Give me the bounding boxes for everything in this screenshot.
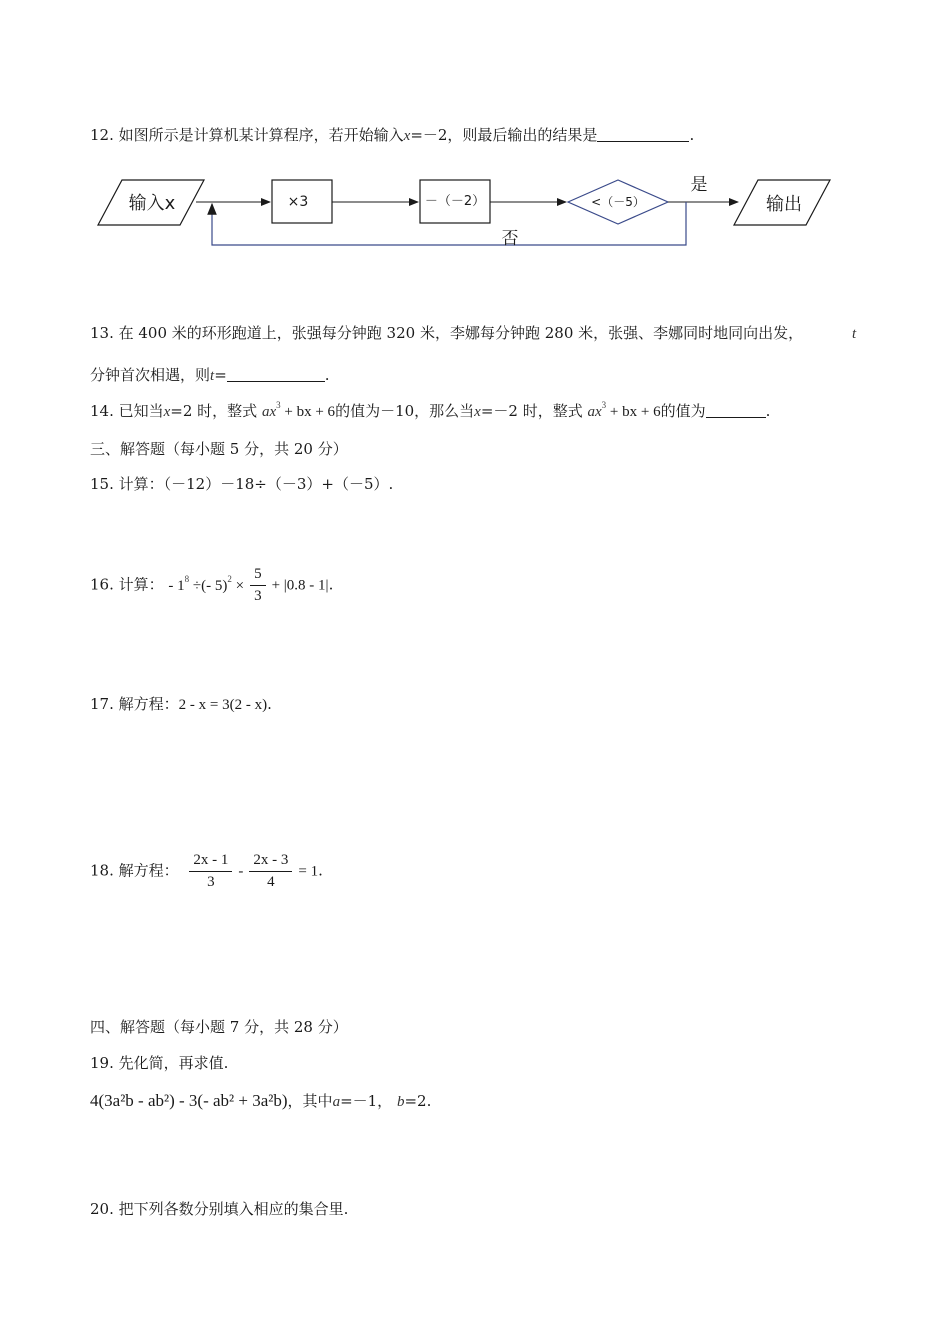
question-13-line1: 13. 在 400 米的环形跑道上，张强每分钟跑 320 米，李娜每分钟跑 280 米，张强、李娜同时地同向出发， [90, 324, 804, 342]
no-label: 否 [501, 229, 519, 249]
fraction-1: $\frac{2x - 1}{3}$ [189, 852, 232, 891]
multiply-label: ×3 [287, 194, 309, 210]
section-4-heading: 四、解答题（每小题 7 分，共 28 分） [90, 1018, 348, 1036]
compare-label: <（－5） [591, 195, 645, 209]
fraction-5-3: $\frac{5}{3}$ [250, 566, 266, 605]
question-15: 15. 计算：（－12）－18÷（－3）+（－5）. [90, 475, 394, 493]
question-13-line2: 分钟首次相遇，则t= . [90, 366, 330, 384]
fraction-2: $\frac{2x - 3}{4}$ [249, 852, 292, 891]
question-14: 14. 已知当x=2 时，整式 $ax^3$ + bx + 6的值为－10，那么当x=－2 时，整式 $ax^3$ + bx + 6的值为 . [90, 400, 771, 420]
question-19-title: 19. 先化简，再求值. [90, 1054, 229, 1072]
question-19-expression: 4(3a²b - ab²) - 3(- ab² + 3a²b)，其中a=－1， b=2. [90, 1091, 432, 1110]
answer-blank-12[interactable] [597, 127, 689, 142]
output-label: 输出 [766, 194, 802, 215]
var-t: t [852, 326, 857, 342]
section-3-heading: 三、解答题（每小题 5 分，共 20 分） [90, 440, 348, 458]
subtract-label: －（－2） [424, 194, 486, 209]
yes-label: 是 [690, 175, 708, 195]
answer-blank-13[interactable] [227, 367, 325, 382]
question-17: 17. 解方程：2 - x = 3(2 - x). [90, 695, 272, 713]
flowchart [0, 168, 950, 258]
answer-blank-14[interactable] [706, 403, 766, 418]
question-18: 18. 解方程： $\frac{2x - 1}{3}$ - $\frac{2x - 3}{4}$ = 1. [90, 852, 323, 890]
question-16: 16. 计算： - $1^8$ ÷(- 5)$^2$ × $\frac{5}{3}$ + |0.8 - 1|. [90, 566, 334, 604]
expr-1: $ax^3$ + bx + 6 [261, 400, 336, 420]
input-label: 输入x [128, 193, 176, 214]
question-12: 12. 如图所示是计算机某计算程序，若开始输入x=－2，则最后输出的结果是 . [90, 126, 695, 144]
expr-2: $ax^3$ + bx + 6 [587, 400, 661, 420]
question-20: 20. 把下列各数分别填入相应的集合里. [90, 1200, 349, 1218]
